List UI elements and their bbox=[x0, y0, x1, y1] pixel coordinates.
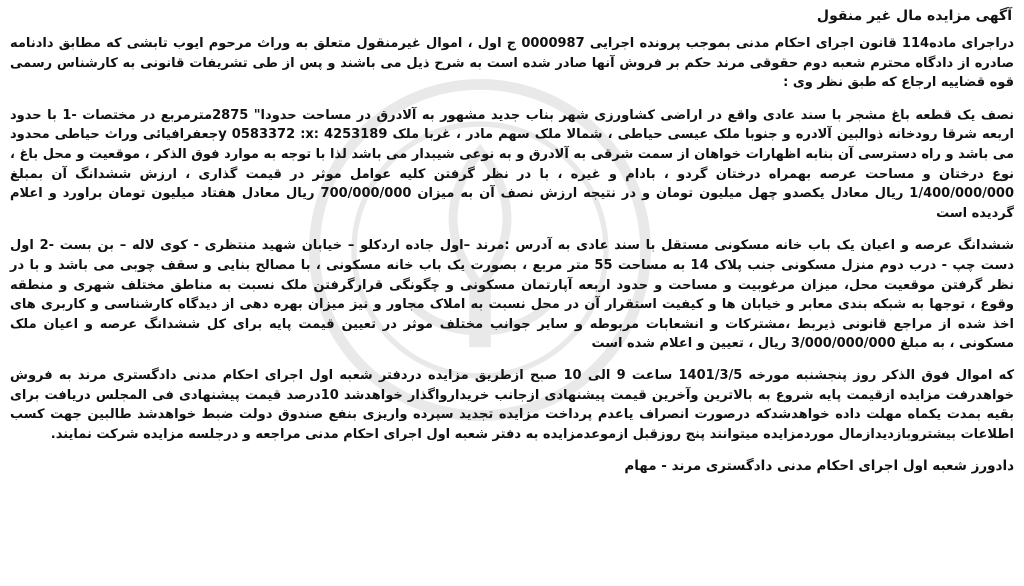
notice-title: آگهی مزایده مال غیر منقول bbox=[816, 8, 1012, 24]
intro-paragraph: دراجرای ماده114 قانون اجرای احکام مدنی بموجب پرونده اجرایی 0000987 ج اول ، اموال غیرمنقول متعلق به وراث مرحوم ایوب تابشی که مطابق دادنامه صادره از دادگاه محترم شعبه دوم حقوقی مرند حکم بر فروش آنها صادر شده است به شرح ذیل می باشند و پس از طی تشریفات قانونی به کارشناس رسمی قوه قضاییه ارجاع که طبق نظر وی : bbox=[10, 36, 1014, 91]
signature-line: دادورز شعبه اول اجرای احکام مدنی دادگستری مرند - مهام bbox=[624, 458, 1014, 475]
item-1-paragraph: نصف یک قطعه باغ مشجر با سند عادی واقع در اراضی کشاورزی شهر بناب جدید مشهور به آلادرق در مساحت حدودا" 2875مترمربع در مختصات -1 با حدود اربعه شرقا رودخانه ذوالبین آلادره و جنوبا ملک عیسی حیاطی ، شمالا ملک سهم مادر ، غربا ملک 4253189 :y 0583372 :xجعفرافیائی وراث حیاطی محدود می باشد و راه دسترسی آن بنابه اظهارات خواهان از سمت شرقی به آلادرق و به نوعی شیبدار می باشد لذا با توجه به موارد فوق الذکر ، موقعیت و محل باغ ، نوع درختان و مساحت عرصه بهمراه درختان گردو ، بادام و غیره ، با در نظر گرفتن کلیه عوامل موثر در قیمت گذاری ، ارزش ششدانگ آن بمبلغ 1/400/000/000 ریال معادل یکصدو چهل میلیون تومان و در نتیجه ارزش نصف آن به میزان 700/000/000 ریال معادل هفتاد میلیون تومان براورد و اعلام گردیده است bbox=[10, 107, 1015, 221]
item-2-paragraph: ششدانگ عرصه و اعیان یک باب خانه مسکونی مستقل با سند عادی به آدرس :مرند –اول جاده اردکلو – خیابان شهید منتظری - کوی لاله – بن بست -2 اول دست چپ - درب دوم منزل مسکونی جنب پلاک 14 به مساحت 55 متر مربع ، بصورت یک باب خانه مسکونی ، با مصالح بنایی و سقف چوبی می باشد و با در نظر گرفتن موقعیت محل، میزان مرغوبیت و مساحت و حدود اربعه آپارتمان مسکونی و چگونگی قرارگرفتن ملک نسبت به مناطق مختلف شهری و منطقه وقوع ، توجها به شبکه بندی معابر و خیابان ها و کیفیت استقرار آن در محل نسبت به املاک مجاور و نیز میزان بهره دهی از دیدگاه کارشناسی و کاربری های اخذ شده از مراجع قانونی ذیربط ،مشترکات و انشعابات مربوطه و سایر جوانب مختلف موثر در تعیین قیمت پایه برای کل ششدانگ عرصه و اعیان ملک مسکونی ، به مبلغ 3/000/000/000 ریال ، تعیین و اعلام شده است bbox=[10, 238, 1015, 352]
closing-paragraph: که اموال فوق الذکر روز پنجشنبه مورخه 1401/3/5 ساعت 9 الی 10 صبح ازطریق مزایده دردفتر شعبه اول اجرای احکام مدنی دادگستری مرند به فروش خواهدرفت مزایده ازقیمت پایه شروع به بالاترین وآخرین قیمت پیشنهادی ازجانب خریدارواگذار خواهدشد 10درصد قیمت پیشنهادی فی المجلس دریافت برای بقیه بمدت یکماه مهلت داده خواهدشدکه درصورت انصراف یاعدم پرداخت مزایده تجدید سپرده واریزی بنفع صندوق دولت ضبط خواهدشد طالبین جهت کسب اطلاعات بیشتروبازدیدازمال موردمزایده میتوانند پنج روزقبل ازموعدمزایده به دفتر شعبه اول اجرای احکام مدنی مراجعه و درجلسه مزایده شرکت نمایند. bbox=[10, 367, 1015, 442]
